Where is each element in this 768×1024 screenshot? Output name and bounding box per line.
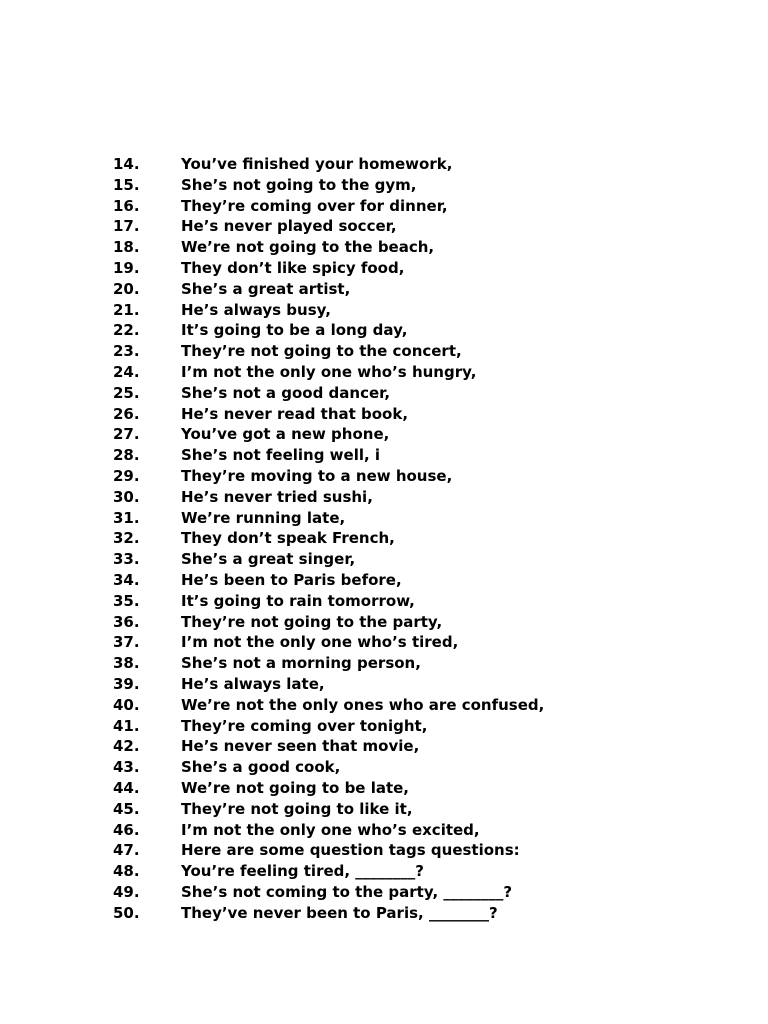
item-number: 25. <box>113 383 140 402</box>
item-number: 14. <box>113 155 140 173</box>
item-number: 24. <box>113 362 140 381</box>
list-item <box>113 258 544 279</box>
item-number: 27. <box>113 425 140 444</box>
list-item <box>113 175 544 196</box>
item-number: 19. <box>113 258 140 277</box>
list-item <box>113 674 544 695</box>
item-text: She’s not coming to the party, ________? <box>181 882 513 901</box>
list-item <box>113 820 544 841</box>
item-number: 38. <box>113 654 140 673</box>
item-number: 23. <box>113 342 140 361</box>
item-number: 46. <box>113 820 140 839</box>
item-text: It’s going to be a long day, <box>181 321 408 340</box>
list-item <box>113 840 544 861</box>
item-text: They don’t like spicy food, <box>181 258 405 277</box>
list-item <box>113 487 544 508</box>
item-text: You’ve got a new phone, <box>181 425 390 444</box>
list-item <box>113 237 544 258</box>
list-item <box>113 632 544 653</box>
item-number: 26. <box>113 404 140 423</box>
item-number: 15. <box>113 175 140 194</box>
list-item <box>113 508 544 529</box>
item-number: 32. <box>113 529 140 548</box>
list-item <box>113 279 544 300</box>
list-item <box>113 445 544 466</box>
item-text: They’re not going to the concert, <box>181 342 462 361</box>
item-text: She’s a good cook, <box>181 758 341 777</box>
list-item <box>113 716 544 737</box>
item-text: She’s not going to the gym, <box>181 175 417 194</box>
item-text: They’re coming over for dinner, <box>181 196 448 215</box>
item-number: 20. <box>113 279 140 298</box>
item-number: 47. <box>113 841 140 860</box>
list-item <box>113 404 544 425</box>
item-number: 45. <box>113 799 140 818</box>
list-item <box>113 736 544 757</box>
item-text: They’ve never been to Paris, ________? <box>181 903 498 922</box>
list-item <box>113 362 544 383</box>
list-item <box>113 861 544 882</box>
list-item <box>113 778 544 799</box>
question-list <box>113 154 544 923</box>
item-text: He’s never read that book, <box>181 404 409 423</box>
item-text: We’re not going to be late, <box>181 778 410 797</box>
item-number: 21. <box>113 300 140 319</box>
item-text: They’re moving to a new house, <box>181 466 453 485</box>
list-item <box>113 799 544 820</box>
item-number: 43. <box>113 758 140 777</box>
item-number: 33. <box>113 550 140 569</box>
item-number: 29. <box>113 466 140 485</box>
item-text: We’re not going to the beach, <box>181 238 435 257</box>
item-text: She’s a great artist, <box>181 279 351 298</box>
list-item <box>113 424 544 445</box>
item-text: She’s a great singer, <box>181 550 356 569</box>
item-text: We’re not the only ones who are confused, <box>181 695 545 714</box>
item-number: 48. <box>113 862 140 881</box>
item-number: 28. <box>113 446 140 465</box>
list-item <box>113 216 544 237</box>
list-item <box>113 549 544 570</box>
item-text: She’s not feeling well, i <box>181 446 381 465</box>
item-text: He’s never tried sushi, <box>181 487 373 506</box>
item-text: Here are some question tags questions: <box>181 841 520 860</box>
item-text: They’re not going to the party, <box>181 612 443 631</box>
list-item <box>113 695 544 716</box>
item-text: We’re running late, <box>181 508 346 527</box>
item-text: It’s going to rain tomorrow, <box>181 591 415 610</box>
list-item <box>113 383 544 404</box>
item-number: 39. <box>113 674 140 693</box>
list-item <box>113 196 544 217</box>
item-text: She’s not a good dancer, <box>181 383 391 402</box>
list-item <box>113 903 544 924</box>
list-item <box>113 320 544 341</box>
item-text: He’s always busy, <box>181 300 331 319</box>
item-number: 40. <box>113 695 140 714</box>
list-item <box>113 757 544 778</box>
list-item <box>113 528 544 549</box>
list-item <box>113 612 544 633</box>
item-number: 18. <box>113 238 140 257</box>
item-number: 49. <box>113 882 140 901</box>
list-item <box>113 882 544 903</box>
item-text: You’re feeling tired, ________? <box>181 862 424 881</box>
item-number: 30. <box>113 487 140 506</box>
list-item <box>113 300 544 321</box>
item-text: He’s never seen that movie, <box>181 737 420 756</box>
item-text: You’ve finished your homework, <box>181 155 453 173</box>
list-item <box>113 154 544 175</box>
item-number: 42. <box>113 737 140 756</box>
item-number: 16. <box>113 196 140 215</box>
item-number: 41. <box>113 716 140 735</box>
item-text: I’m not the only one who’s tired, <box>181 633 459 652</box>
item-number: 37. <box>113 633 140 652</box>
item-text: They’re not going to like it, <box>181 799 413 818</box>
item-number: 50. <box>113 903 140 922</box>
list-item <box>113 466 544 487</box>
item-number: 34. <box>113 570 140 589</box>
item-number: 22. <box>113 321 140 340</box>
item-number: 36. <box>113 612 140 631</box>
item-number: 35. <box>113 591 140 610</box>
item-text: They don’t speak French, <box>181 529 395 548</box>
item-text: I’m not the only one who’s hungry, <box>181 362 477 381</box>
list-item <box>113 341 544 362</box>
item-number: 31. <box>113 508 140 527</box>
list-item <box>113 653 544 674</box>
item-text: They’re coming over tonight, <box>181 716 428 735</box>
item-number: 17. <box>113 217 140 236</box>
item-text: He’s never played soccer, <box>181 217 397 236</box>
list-item <box>113 570 544 591</box>
item-number: 44. <box>113 778 140 797</box>
item-text: I’m not the only one who’s excited, <box>181 820 480 839</box>
item-text: She’s not a morning person, <box>181 654 421 673</box>
item-text: He’s always late, <box>181 674 325 693</box>
item-text: He’s been to Paris before, <box>181 570 402 589</box>
list-item <box>113 591 544 612</box>
